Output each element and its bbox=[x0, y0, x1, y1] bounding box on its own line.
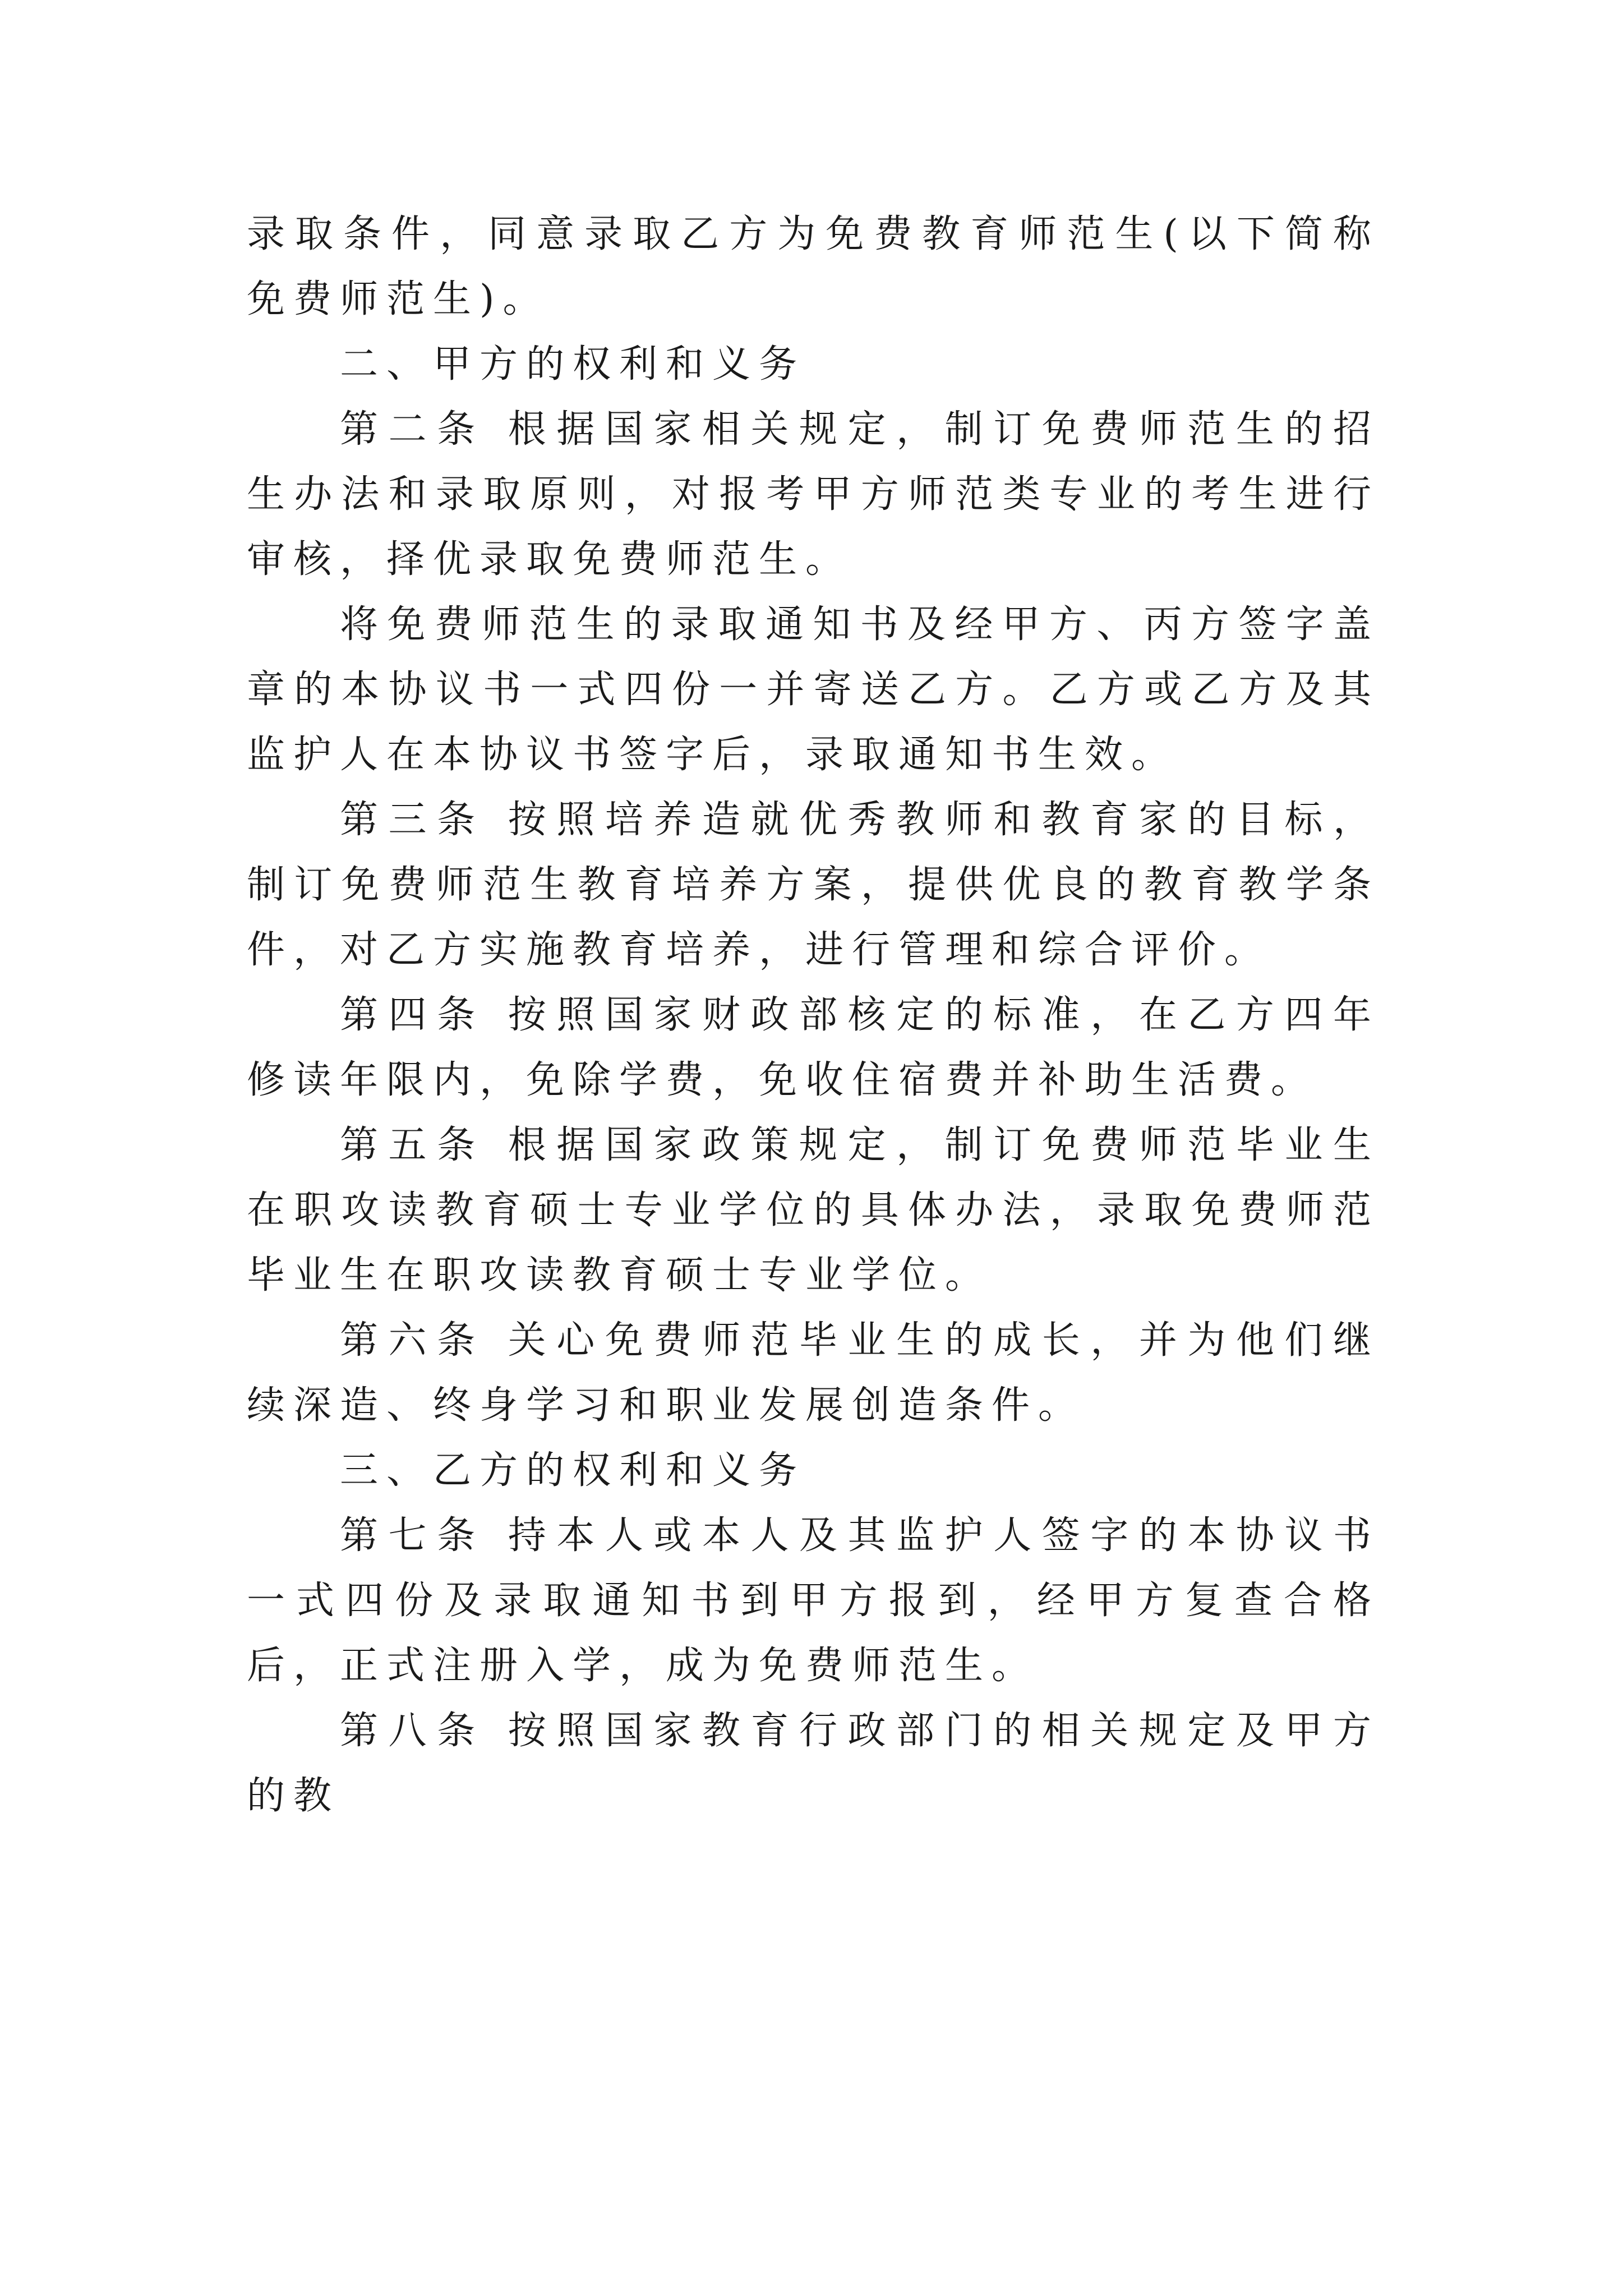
article-6: 第六条 关心免费师范毕业生的成长，并为他们继续深造、终身学习和职业发展创造条件。 bbox=[247, 1318, 1380, 1428]
article-2: 第二条 根据国家相关规定，制订免费师范生的招生办法和录取原则，对报考甲方师范类专业的考生进行审核，择优录取免费师范生。 bbox=[247, 407, 1380, 582]
section-heading-party-b: 三、乙方的权利和义务 bbox=[340, 1448, 806, 1493]
paragraph-admission-notice: 将免费师范生的录取通知书及经甲方、丙方签字盖章的本协议书一式四份一并寄送乙方。乙方或乙方及其监护人在本协议书签字后，录取通知书生效。 bbox=[247, 602, 1380, 777]
section-heading-party-a: 二、甲方的权利和义务 bbox=[340, 342, 806, 386]
paragraph-continuation: 录取条件，同意录取乙方为免费教育师范生(以下简称免费师范生)。 bbox=[247, 212, 1380, 321]
article-3: 第三条 按照培养造就优秀教师和教育家的目标，制订免费师范生教育培养方案，提供优良的教育教学条件，对乙方实施教育培养，进行管理和综合评价。 bbox=[247, 798, 1380, 972]
document-body bbox=[247, 202, 1380, 1829]
article-7: 第七条 持本人或本人及其监护人签字的本协议书一式四份及录取通知书到甲方报到，经甲方复查合格后，正式注册入学，成为免费师范生。 bbox=[247, 1513, 1380, 1688]
article-5: 第五条 根据国家政策规定，制订免费师范毕业生在职攻读教育硕士专业学位的具体办法，录取免费师范毕业生在职攻读教育硕士专业学位。 bbox=[247, 1123, 1380, 1297]
article-4: 第四条 按照国家财政部核定的标准，在乙方四年修读年限内，免除学费，免收住宿费并补助生活费。 bbox=[247, 993, 1380, 1102]
article-8: 第八条 按照国家教育行政部门的相关规定及甲方的教 bbox=[247, 1709, 1380, 1818]
